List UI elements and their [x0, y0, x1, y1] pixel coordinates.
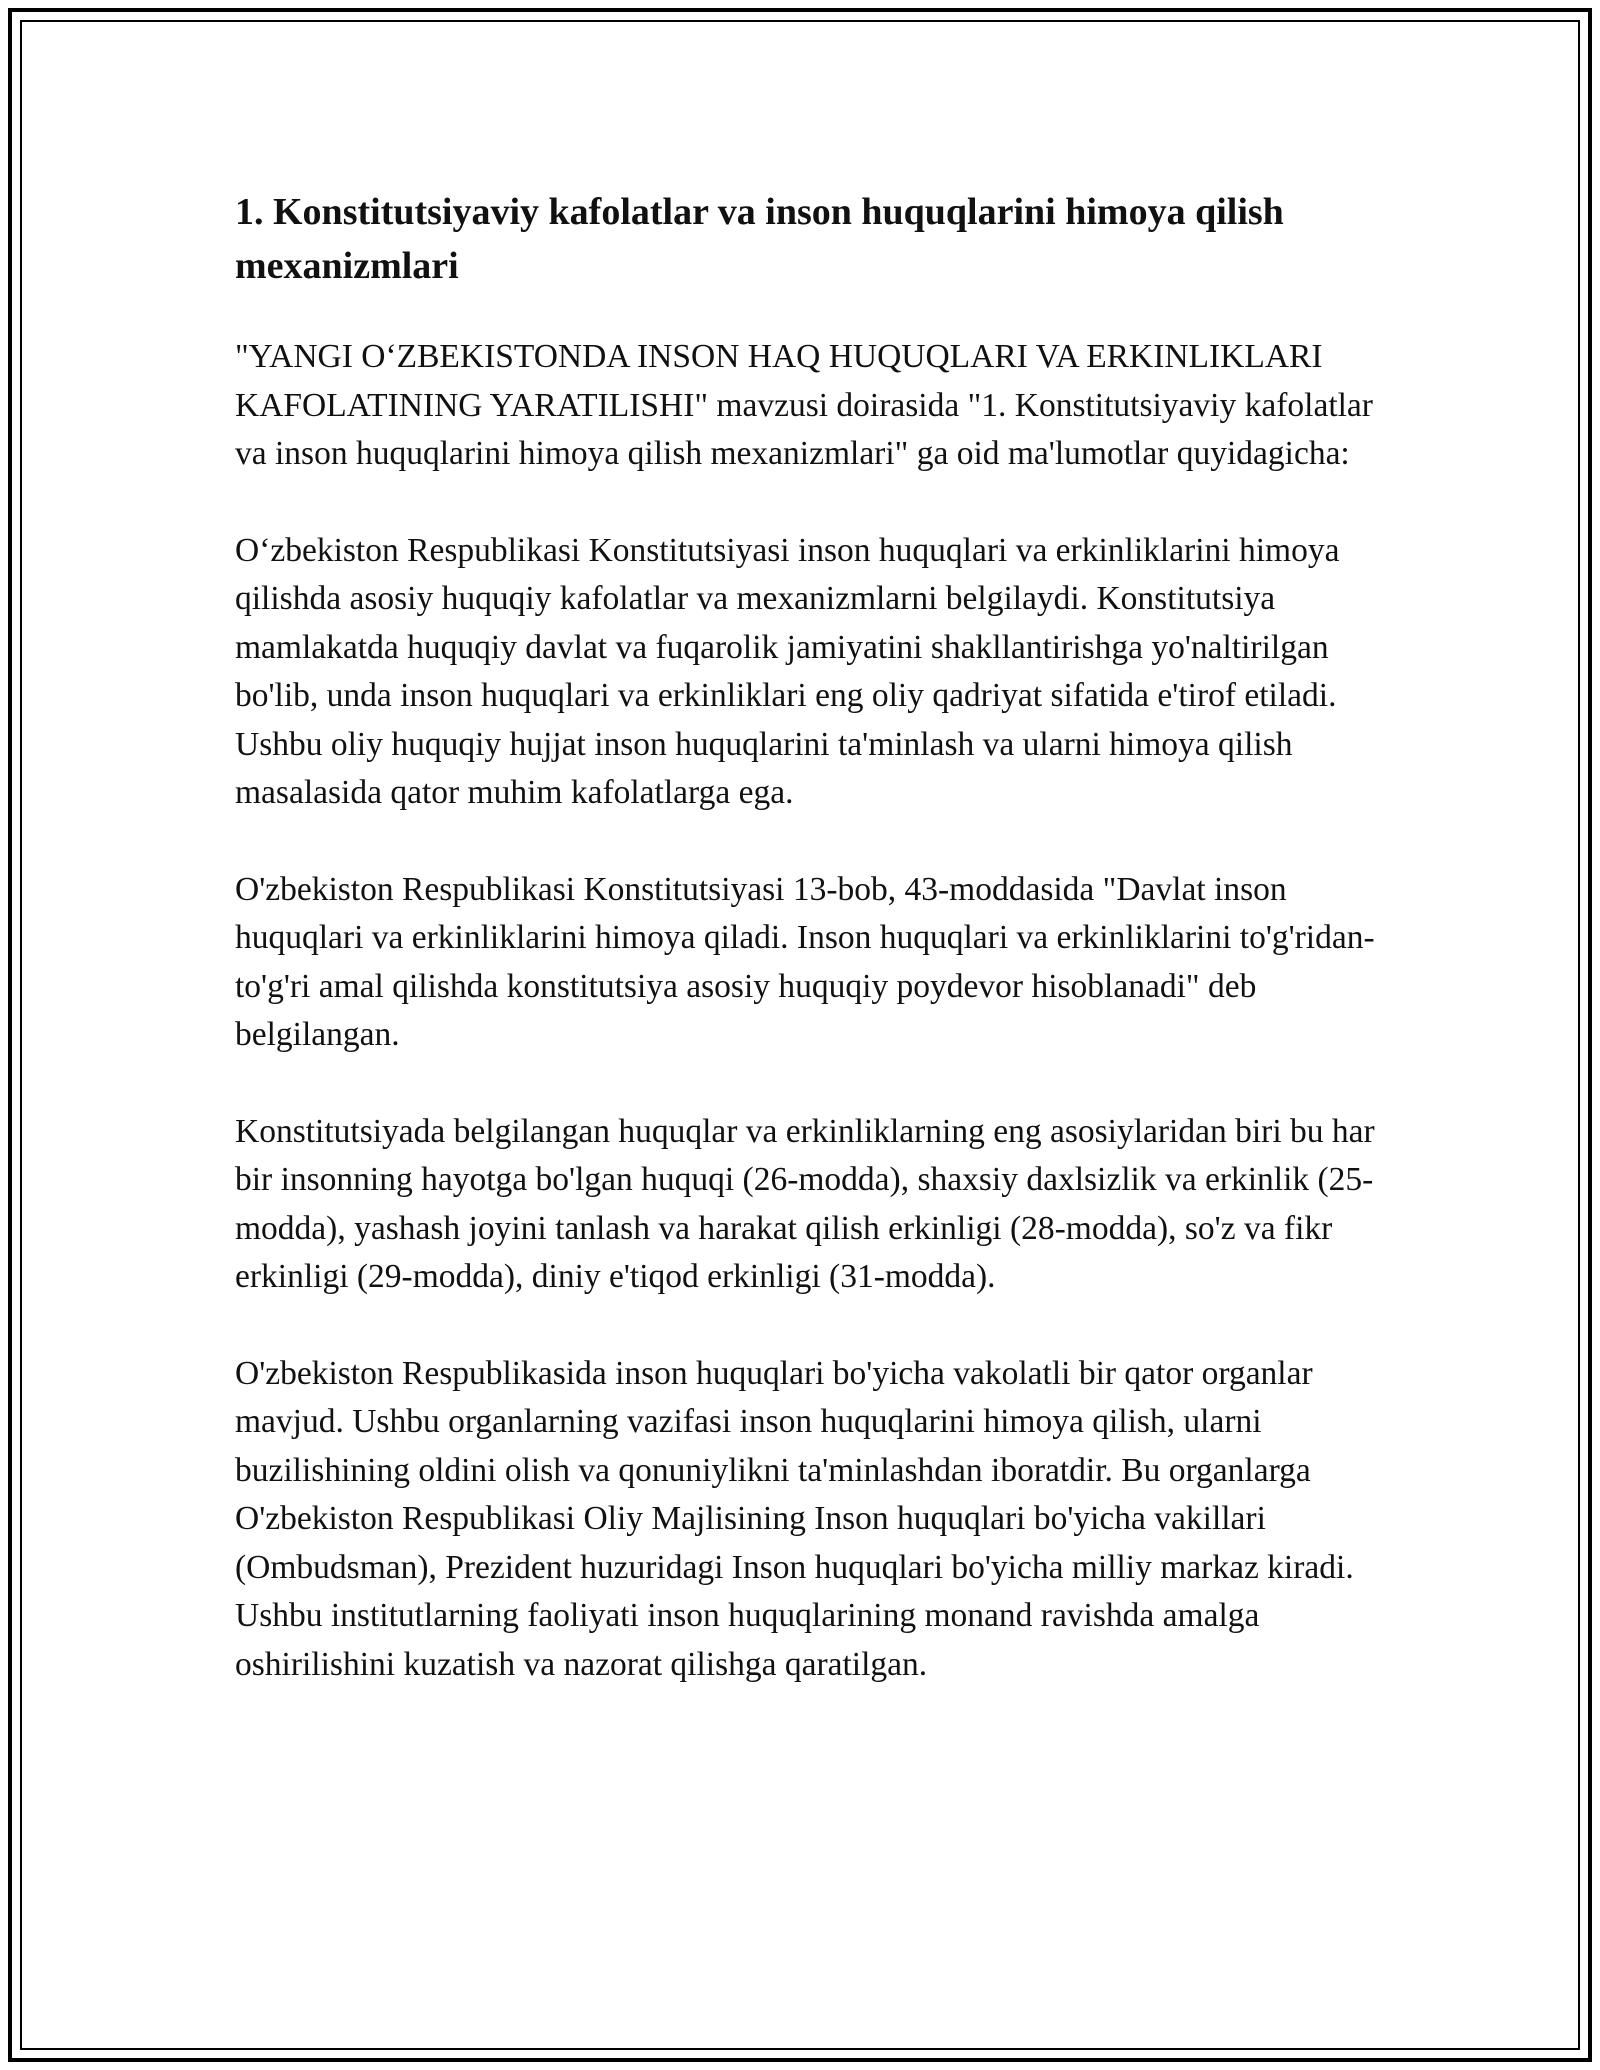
- paragraph-intro: "YANGI O‘ZBEKISTONDA INSON HAQ HUQUQLARI VA ERKINLIKLARI KAFOLATINING YARATILISHI" mavzusi doirasida "1. Konstitutsiyaviy kafolatlar va inson huquqlarini himoya qilish mexanizmlari" ga oid ma'lumotlar quyidagicha:: [235, 338, 1373, 472]
- document-body: [235, 185, 1375, 1737]
- paragraph-article-43: O'zbekiston Respublikasi Konstitutsiyasi 13-bob, 43-moddasida "Davlat inson huquqlari va erkinliklarini himoya qiladi. Inson huquqlari va erkinliklarini to'g'ridan-to'g'ri amal qilishda konstitutsiya asosiy huquqiy poydevor hisoblanadi" deb belgilangan.: [235, 870, 1375, 1053]
- paragraph-basic-rights: Konstitutsiyada belgilangan huquqlar va erkinliklarning eng asosiylaridan biri bu har bir insonning hayotga bo'lgan huquqi (26-modda), shaxsiy daxlsizlik va erkinlik (25-modda), yashash joyini tanlash va harakat qilish erkinligi (28-modda), so'z va fikr erkinligi (29-modda), diniy e'tiqod erkinligi (31-modda).: [235, 1112, 1375, 1295]
- paragraph-constitution-overview: O‘zbekiston Respublikasi Konstitutsiyasi inson huquqlari va erkinliklarini himoya qilishda asosiy huquqiy kafolatlar va mexanizmlarni belgilaydi. Konstitutsiya mamlakatda huquqiy davlat va fuqarolik jamiyatini shakllantirishga yo'naltirilgan bo'lib, unda inson huquqlari va erkinliklari eng oliy qadriyat sifatida e'tirof etiladi. Ushbu oliy huquqiy hujjat inson huquqlarini ta'minlash va ularni himoya qilish masalasida qator muhim kafolatlarga ega.: [235, 531, 1340, 811]
- document-title: 1. Konstitutsiyaviy kafolatlar va inson huquqlarini himoya qilish mexanizmlari: [235, 191, 1284, 287]
- paragraph-human-rights-bodies: O'zbekiston Respublikasida inson huquqlari bo'yicha vakolatli bir qator organlar mavjud. Ushbu organlarning vazifasi inson huquqlarini himoya qilish, ularni buzilishining oldini olish va qonuniylikni ta'minlashdan iboratdir. Bu organlarga O'zbekiston Respublikasi Oliy Majlisining Inson huquqlari bo'yicha vakillari (Ombudsman), Prezident huzuridagi Inson huquqlari bo'yicha milliy markaz kiradi. Ushbu institutlarning faoliyati inson huquqlarining monand ravishda amalga oshirilishini kuzatish va nazorat qilishga qaratilgan.: [235, 1354, 1354, 1683]
